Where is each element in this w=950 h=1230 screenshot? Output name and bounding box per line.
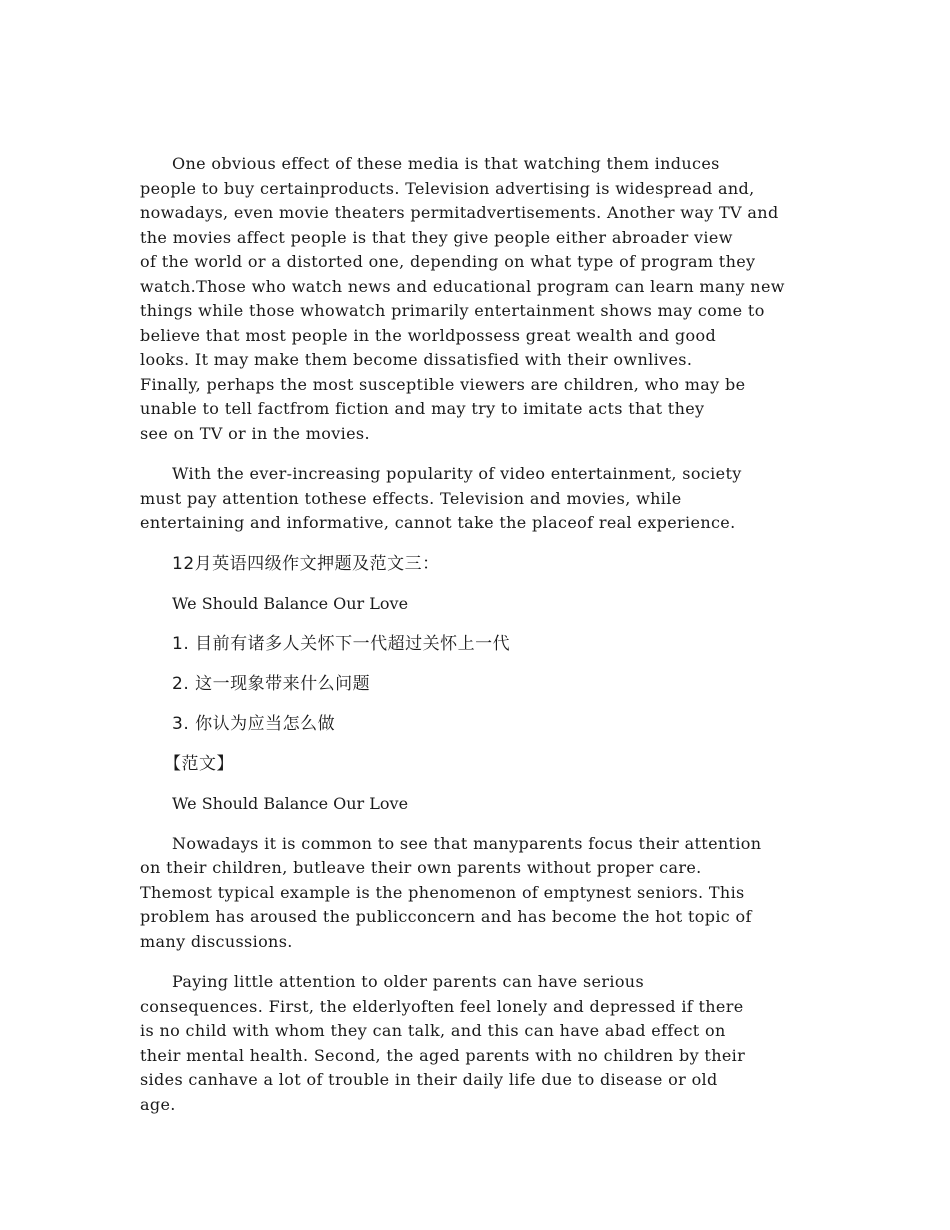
paragraph-introduction: Nowadays it is common to see that manyparents focus their attention on their children, butleave their own parents without proper care. Themost typical example is the phenomenon of emptynest seniors. This problem has aroused the publicconcern and has become the hot topic of many discussions. (140, 833, 762, 951)
document-page (140, 152, 812, 1133)
paragraph-consequences: Paying little attention to older parents can have serious consequences. First, the elderlyoften feel lonely and depressed if there is no child with whom they can talk, and this can have abad effect on their mental health. Second, the aged parents with no children by their sides canhave a lot of trouble in their daily life due to disease or old age. (140, 972, 746, 1114)
paragraph-conclusion: With the ever-increasing popularity of video entertainment, society must pay attention tothese effects. Television and movies, while entertaining and informative, cannot take the placeof real experience. (140, 464, 742, 532)
outline-item-3: 3. 你认为应当怎么做 (172, 713, 336, 734)
sample-essay-label: 【范文】 (164, 753, 234, 774)
section-heading: 12月英语四级作文押题及范文三： (172, 553, 440, 574)
essay-title: We Should Balance Our Love (172, 793, 409, 813)
paragraph-media-effects: One obvious effect of these media is that watching them induces people to buy certainproducts. Television advertising is widespread and, nowadays, even movie theaters permitadvertisements. Another way TV and the movies affect people is that they give people either abroader view of the world or a distorted one, depending on what type of program they watch.Those who watch news and educational program can learn many new things while those whowatch primarily entertainment shows may come to believe that most people in the worldpossess great wealth and good looks. It may make them become dissatisfied with their ownlives. Finally, perhaps the most susceptible viewers are children, who may be unable to tell factfrom fiction and may try to imitate acts that they see on TV or in the movies. (140, 154, 785, 443)
outline-item-1: 1. 目前有诸多人关怀下一代超过关怀上一代 (172, 633, 511, 654)
topic-title: We Should Balance Our Love (172, 593, 409, 613)
outline-item-2: 2. 这一现象带来什么问题 (172, 673, 371, 694)
